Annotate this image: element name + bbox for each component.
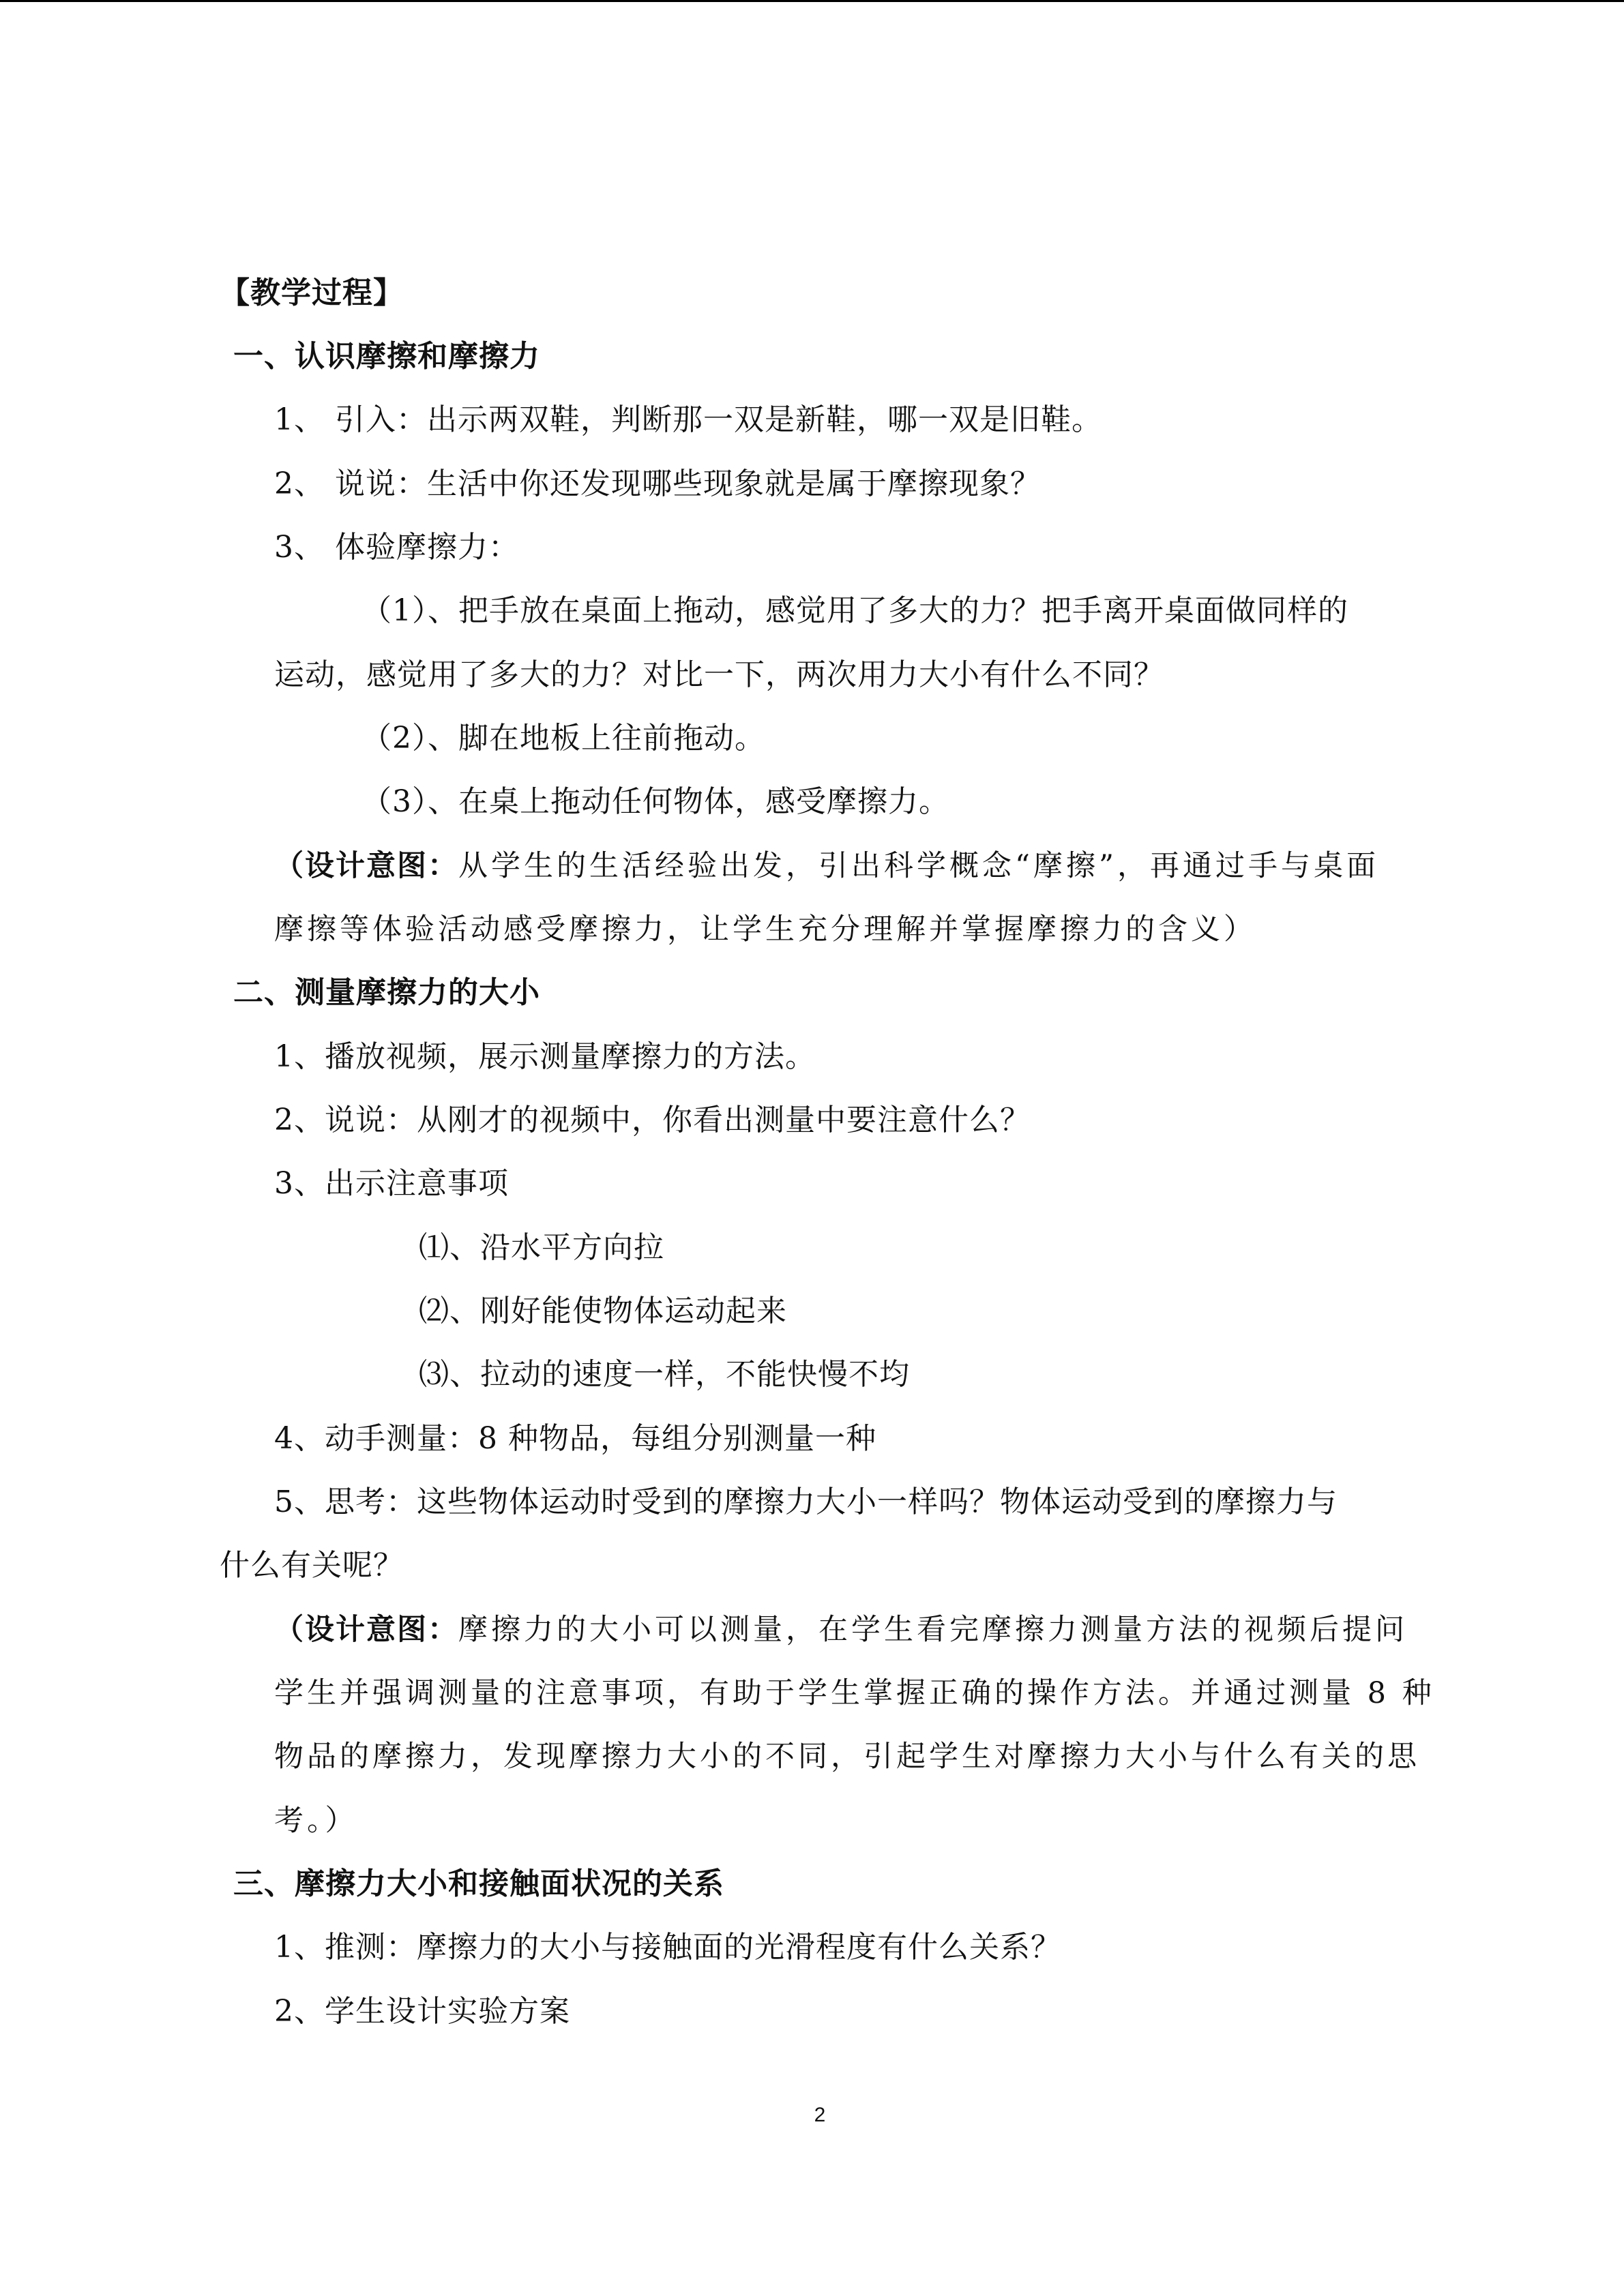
page-number: 2: [814, 2104, 826, 2126]
section2-item-5-line-2: 什么有关呢？: [220, 1548, 404, 1583]
section3-item-2: 2、学生设计实验方案: [274, 1994, 570, 2029]
page-top-border: [0, 0, 1624, 2]
section2-design-intent-line-1: [274, 1609, 1408, 1650]
section2-design-intent-line-2: 学生并强调测量的注意事项，有助于学生掌握正确的操作方法。并通过测量 8 种: [274, 1676, 1435, 1710]
section2-note-1: ⑴、沿水平方向拉: [419, 1230, 664, 1265]
section1-item-3: 3、 体验摩擦力：: [274, 530, 519, 565]
section-heading-2: 二、测量摩擦力的大小: [233, 975, 540, 1010]
section1-item-1: 1、 引入：出示两双鞋，判断那一双是新鞋，哪一双是旧鞋。: [274, 402, 1102, 437]
section1-subitem-1-line-2: 运动，感觉用了多大的力？对比一下，两次用力大小有什么不同？: [274, 657, 1164, 692]
section1-subitem-3: （3）、在桌上拖动任何物体，感受摩擦力。: [361, 784, 949, 819]
section2-item-1: 1、播放视频，展示测量摩擦力的方法。: [274, 1039, 816, 1074]
section1-subitem-1-line-1: （1）、把手放在桌面上拖动，感觉用了多大的力？把手离开桌面做同样的: [361, 593, 1348, 628]
section1-subitem-2: （2）、脚在地板上往前拖动。: [361, 721, 765, 756]
section2-item-3: 3、出示注意事项: [274, 1166, 509, 1201]
section2-item-5-line-1: 5、思考：这些物体运动时受到的摩擦力大小一样吗？物体运动受到的摩擦力与: [274, 1485, 1338, 1519]
section1-item-2: 2、 说说：生活中你还发现哪些现象就是属于摩擦现象？: [274, 466, 1041, 501]
section1-design-intent-line-1: [274, 846, 1379, 886]
section2-note-2: ⑵、刚好能使物体运动起来: [419, 1294, 787, 1328]
section2-item-2: 2、说说：从刚才的视频中，你看出测量中要注意什么？: [274, 1103, 1031, 1137]
section1-design-intent-line-2: 摩擦等体验活动感受摩擦力，让学生充分理解并掌握摩擦力的含义）: [274, 912, 1256, 946]
section2-design-intent-line-4: 考。）: [274, 1804, 358, 1838]
design-intent-label: （设计意图：: [274, 1613, 458, 1647]
section-heading-1: 一、认识摩擦和摩擦力: [233, 339, 540, 374]
section2-design-intent-line-3: 物品的摩擦力，发现摩擦力大小的不同，引起学生对摩擦力大小与什么有关的思: [274, 1740, 1420, 1774]
design-intent-text: 摩擦力的大小可以测量，在学生看完摩擦力测量方法的视频后提问: [458, 1613, 1408, 1647]
section2-note-3: ⑶、拉动的速度一样，不能快慢不均: [419, 1357, 910, 1392]
section-heading-3: 三、摩擦力大小和接触面状况的关系: [233, 1866, 724, 1901]
design-intent-text: 从学生的生活经验出发，引出科学概念“摩擦”，再通过手与桌面: [458, 849, 1379, 883]
design-intent-label: （设计意图：: [274, 849, 458, 883]
section3-item-1: 1、推测：摩擦力的大小与接触面的光滑程度有什么关系？: [274, 1930, 1061, 1965]
section2-item-4: 4、动手测量：8 种物品，每组分别测量一种: [274, 1421, 876, 1456]
document-title: 【教学过程】: [220, 275, 404, 310]
